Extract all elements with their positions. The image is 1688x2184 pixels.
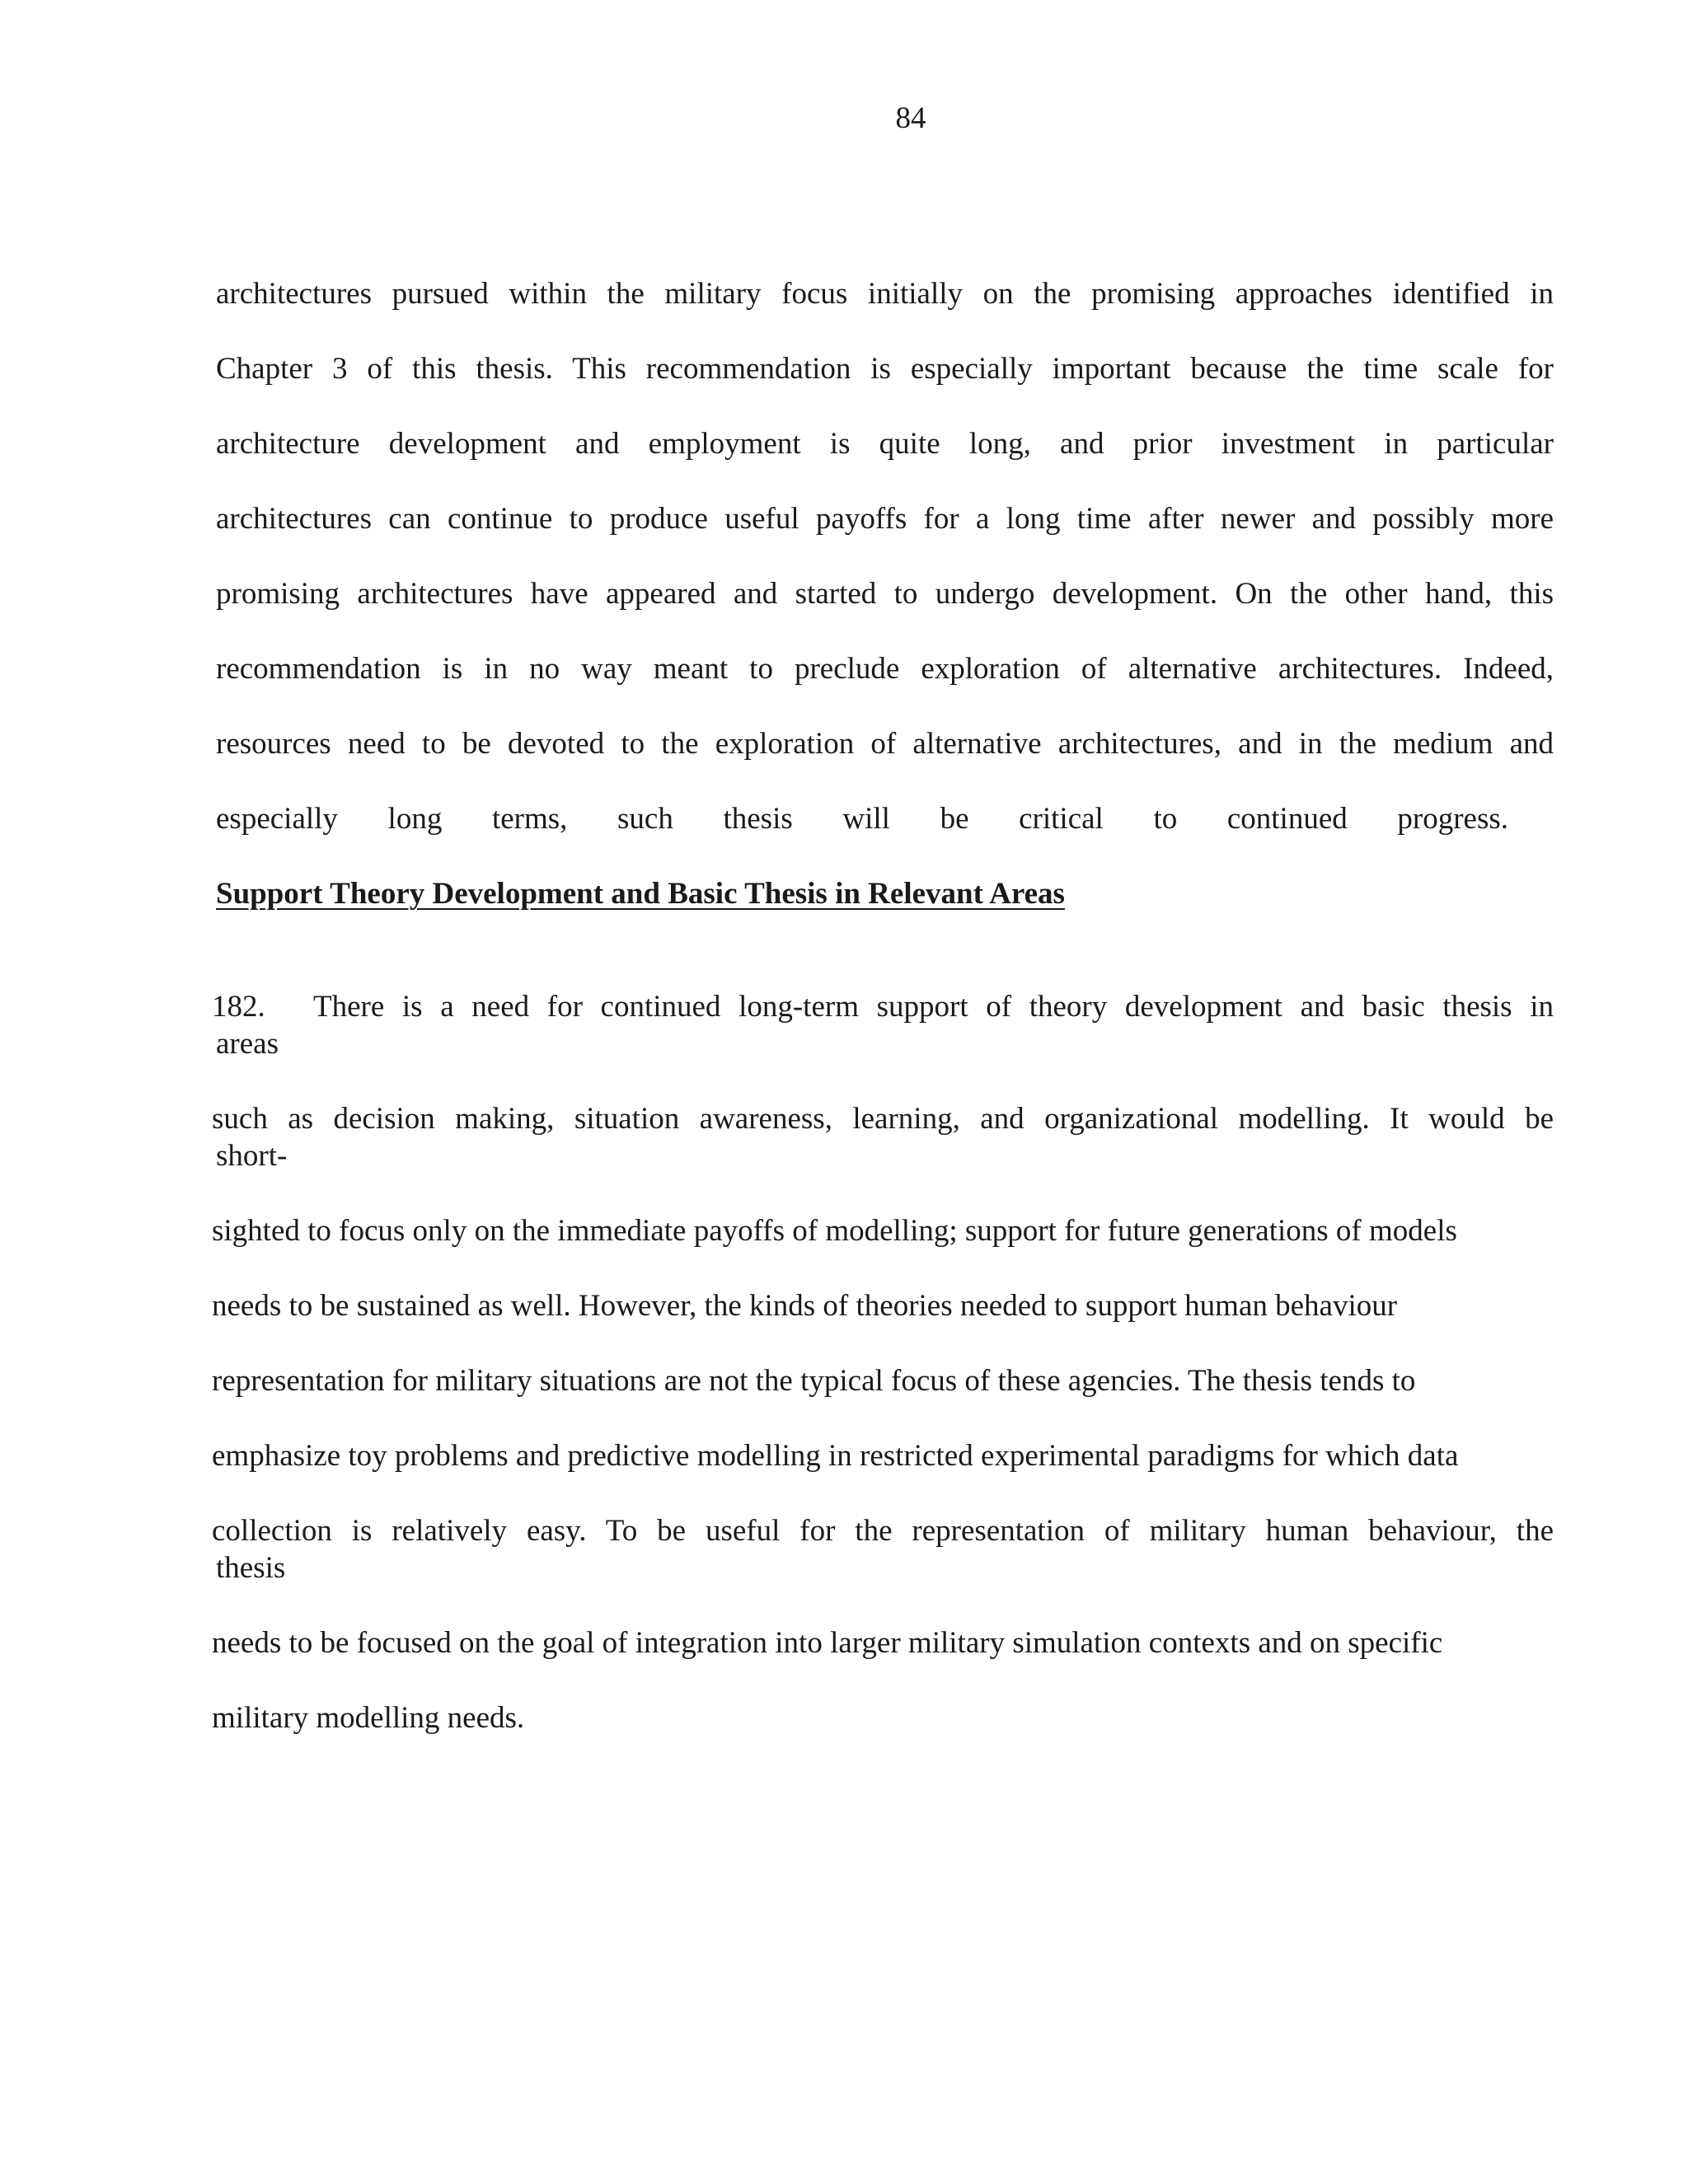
paragraph-line: military modelling needs. bbox=[212, 1701, 525, 1735]
page-number: 84 bbox=[895, 101, 926, 135]
paragraph-line: sighted to focus only on the immediate payoffs of modelling; support for future generations of models bbox=[212, 1214, 1457, 1248]
paragraph-line: Chapter 3 of this thesis. This recommendation is especially important because the time scale for bbox=[216, 352, 1554, 386]
paragraph-line: There is a need for continued long-term support of theory development and basic thesis in bbox=[313, 990, 1554, 1024]
paragraph-line: recommendation is in no way meant to preclude exploration of alternative architectures. Indeed, bbox=[216, 652, 1554, 686]
paragraph-line: promising architectures have appeared and started to undergo development. On the other hand, this bbox=[216, 577, 1554, 611]
paragraph-line: architecture development and employment is quite long, and prior investment in particular bbox=[216, 427, 1554, 461]
paragraph-line: emphasize toy problems and predictive modelling in restricted experimental paradigms for which data bbox=[212, 1439, 1459, 1473]
paragraph-number: 182. bbox=[212, 990, 265, 1024]
paragraph-line: needs to be focused on the goal of integration into larger military simulation contexts and on specific bbox=[212, 1626, 1443, 1660]
paragraph-line: especially long terms, such thesis will be critical to continued progress. bbox=[216, 802, 1508, 836]
paragraph-line: resources need to be devoted to the exploration of alternative architectures, and in the medium and bbox=[216, 727, 1554, 761]
paragraph-line: needs to be sustained as well. However, the kinds of theories needed to support human behaviour bbox=[212, 1289, 1398, 1323]
paragraph-line-wrap: short- bbox=[216, 1139, 288, 1173]
paragraph-line-wrap: thesis bbox=[216, 1551, 286, 1585]
section-heading: Support Theory Development and Basic Thesis in Relevant Areas bbox=[216, 877, 1065, 911]
paragraph-line: architectures pursued within the military focus initially on the promising approaches identified in bbox=[216, 277, 1554, 311]
paragraph-line-wrap: areas bbox=[216, 1027, 279, 1061]
paragraph-line: representation for military situations are not the typical focus of these agencies. The thesis tends to bbox=[212, 1364, 1416, 1398]
paragraph-line: architectures can continue to produce useful payoffs for a long time after newer and possibly more bbox=[216, 502, 1554, 536]
paragraph-line: such as decision making, situation awareness, learning, and organizational modelling. It would be bbox=[212, 1102, 1554, 1136]
paragraph-line: collection is relatively easy. To be useful for the representation of military human behaviour, the bbox=[212, 1514, 1554, 1548]
